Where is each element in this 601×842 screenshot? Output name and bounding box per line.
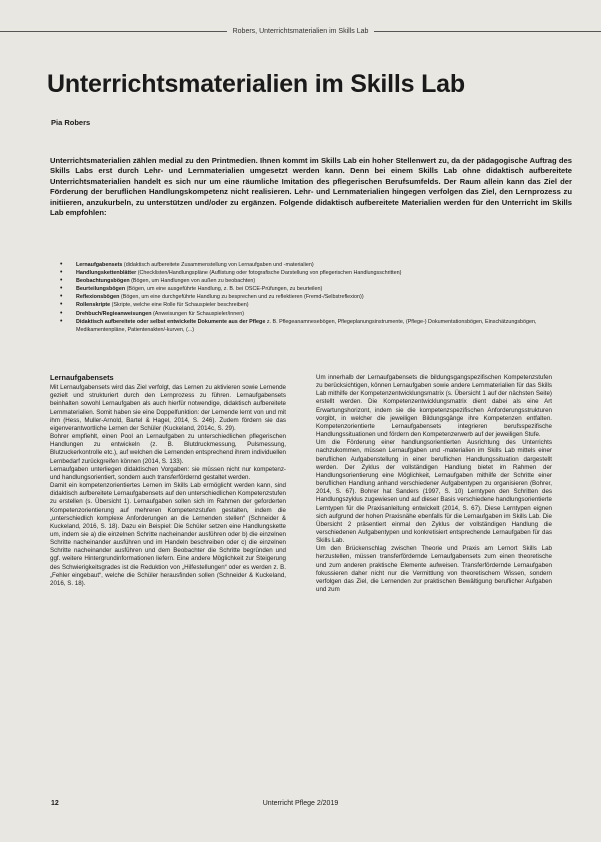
- article-title: Unterrichtsmaterialien im Skills Lab: [47, 70, 465, 98]
- list-item-desc: (didaktisch aufbereitete Zusammenstellung von Lernaufgaben und -materialien): [122, 262, 314, 268]
- materials-list: [60, 261, 572, 334]
- journal-name: Unterricht Pflege 2/2019: [262, 800, 339, 807]
- running-head: [0, 28, 601, 35]
- lead-paragraph: Unterrichtsmaterialien zählen medial zu den Printmedien. Ihnen kommt im Skills Lab ein hoher Stellenwert zu, da der pädagogische Auftrag des Skills Labs erst durch Lehr- und Lernmaterialien umgesetzt werden kann. Denn bei einem Skills Lab ohne didaktisch aufbereitete Unterrichtsmaterialien handelt es sich nur um eine räumliche Imitation des pflegerischen Berufsumfelds. Der Raum allein kann das Ziel der Förderung der beruflichen Handlungskompetenz nicht realisieren. Lehr- und Lernmaterialien hingegen verfolgen das Ziel, den Lernprozess zu initiieren, anzukurbeln, zu unterstützen und/oder zu ergänzen. Folgende didaktisch aufbereitete Materialien werden für den Unterricht im Skills Lab empfohlen:: [50, 156, 572, 218]
- list-item: [60, 301, 572, 309]
- list-item-desc: (Skripte, welche eine Rolle für Schauspieler beschreiben): [110, 302, 249, 309]
- body-paragraph: Mit Lernaufgabensets wird das Ziel verfolgt, das Lernen zu aktivieren sowie Lernende gezielt und strukturiert durch den Lernprozess zu führen. Lernaufgabensets beinhalten sowohl Lernaufgaben als auch hierfür notwendige, didaktisch aufbereitete Lernmaterialien. Somit haben sie eine Doppelfunktion: der Lernende lernt von und mit ihm (Hess, Muller-Arnold, Bartel & Hagel, 2014, S. 246). Zudem fördern sie das eigenverantwortliche Lernen der Schüler (Kuckeland, 2014c, S. 29).: [50, 384, 286, 432]
- author: Pia Robers: [51, 118, 91, 127]
- list-item-desc: (Bögen, um Handlungen von außen zu beobachten): [129, 278, 256, 285]
- running-head-text: Robers, Unterrichtsmaterialien im Skills Lab: [227, 28, 375, 35]
- list-item-term: Reflexionsbögen: [76, 294, 120, 301]
- list-item-desc: (Checklisten/Handlungspläne (Auflistung oder fotografische Darstellung von pflegerischen Handlungsschritten): [136, 270, 402, 277]
- left-column: [50, 374, 286, 588]
- list-item-term: Lernaufgabensets: [76, 262, 123, 268]
- list-item: [60, 285, 572, 293]
- list-item-term: Handlungskettenblätter: [76, 270, 137, 277]
- list-item-term: Didaktisch aufbereitete oder selbst entwickelte Dokumente aus der Pflege: [76, 318, 266, 325]
- list-item-desc: z. B. Pflegeanamnesebögen, Pflegeplanungsinstrumente, (Pflege-) Dokumentationsbögen, Einschätzungsbögen, Medikamentenpläne, Patientenakten/-kurven, (...): [76, 318, 537, 333]
- body-paragraph: Um den Brückenschlag zwischen Theorie und Praxis am Lernort Skills Lab herzustellen, müssen transferfördernde Lernaufgabensets zum einen theoretische und zum anderen praktische Elemente aufweisen. Transferfördernde Lernaufgaben fokussieren daher nicht nur die Vermittlung von theoretischem Wissen, sondern verfolgen das Ziel, die Lernenden zur praktischen Bewältigung beruflicher Aufgaben und zum: [316, 545, 552, 594]
- list-item: [60, 318, 572, 334]
- list-item-term: Drehbuch/Regieanweisungen: [76, 310, 152, 317]
- list-item-term: Rollenskripte: [76, 302, 111, 309]
- body-paragraph: Um die Förderung einer handlungsorientierten Ausrichtung des Unterrichts nachzukommen, müssen Lernaufgaben und -materialien im Skills Lab mittels einer beruflichen Aufgabenstellung in einer beruflichen Handlungssituation dargestellt werden. Der Zyklus der vollständigen Handlung bietet im Rahmen der Handlungsorientierung eine Möglichkeit, Lernaufgaben mithilfe der Schritte einer beruflichen Handlung anhand verschiedener Aufgabentypen zu organisieren (Bohrer, 2014, S. 67). Bohrer hat Sanders (1997, S. 10) Lerntypen den Schritten des Handlungszyklus zugewiesen und auf dieser Basis verschiedene handlungsorientierte Lerntypen für die Praxisanleitung entwickelt (2014, S. 67). Diese Lerntypen eignen sich aufgrund der hohen Praxisnähe ebenfalls für die Lernaufgaben im Skills Lab. Die Übersicht 2 präsentiert einmal den Zyklus der vollständigen Handlung die verschiedenen Aufgabentypen und konkretisiert entsprechende Lernaufgaben für das Skills Lab.: [316, 439, 552, 545]
- list-item: [60, 310, 572, 318]
- right-column: [316, 374, 552, 594]
- list-item-desc: (Bögen, um eine durchgeführte Handlung zu besprechen und zu reflektieren (Fremd-/Selbstreflexion)): [119, 294, 364, 301]
- body-paragraph: Bohrer empfiehlt, einen Pool an Lernaufgaben zu unterschiedlichen pflegerischen Handlungen zu entwickeln (z. B. Blutdruckmessung, Pulsmessung, Blutzuckerkontrolle etc.), auf welchen die Lernenden entsprechend ihrem individuellen Lernbedarf zurückgreifen können (2014, S. 133).: [50, 433, 286, 465]
- list-item-term: Beobachtungsbögen: [76, 278, 130, 285]
- list-item: [60, 261, 572, 269]
- list-item-term: Beurteilungsbögen: [76, 286, 126, 293]
- section-heading: Lernaufgabensets: [50, 373, 114, 382]
- list-item: [60, 269, 572, 277]
- list-item-desc: (Bögen, um eine ausgeführte Handlung, z. B. bei OSCE-Prüfungen, zu beurteilen): [125, 286, 323, 293]
- body-paragraph: Damit ein kompetenzorientiertes Lernen im Skills Lab ermöglicht werden kann, sind didaktisch aufbereitete Lernaufgabensets auf den unterschiedlichen Kompetenzstufen zu erstellen (s. Übersicht 1). Lernaufgaben sollen sich im Rahmen der geforderten Kompetenzorientierung auf mehreren Kompetenzstufen gestalten, indem die „unterschiedlich komplexe Anforderungen an die Lernenden stellen“ (Schneider & Kuckeland, 2016, S. 18). Dazu ein Beispiel: Die Schüler setzen eine Handlungskette um, indem sie a) die einzelnen Schritte nacheinander ausführen oder b) die einzelnen Schritte nacheinander ausführen und im Handeln beschreiben oder c) die einzelnen Schritte nacheinander ausführen und dem Beobachter die Schritte begründen und ggf. weitere Hintergrundinformationen liefern. Eine andere Möglichkeit zur Steigerung des Schwierigkeitsgrades ist die Reduktion von „Hilfestellungen“ oder es werden z. B. „Fehler eingebaut“, welche die Schüler herausfinden sollen (Schneider & Kuckeland, 2016, S. 18).: [50, 482, 286, 587]
- body-paragraph: Um innerhalb der Lernaufgabensets die bildungsgangspezifischen Kompetenzstufen zu berücksichtigen, können Lernaufgaben sowie andere Lernmaterialien für das Skills Lab mithilfe der Kompetenzentwicklungsmatrix (s. Übersicht 1 auf der nächsten Seite) erstellt werden. Die Kompetenzentwicklungsmatrix dient dabei als eine Art Erwartungshorizont, indem sie die kompetenzspezifischen Anforderungsstrukturen vorgibt, in welcher die jeweiligen Bildungsgänge ihre Kompetenzen entfalten. Kompetenzorientierte Lernaufgabensets integrieren berufsspezifische Handlungssituationen und fördern den Kompetenzerwerb auf der jeweiligen Stufe.: [316, 374, 552, 439]
- list-item: [60, 293, 572, 301]
- list-item: [60, 277, 572, 285]
- page-number: 12: [51, 800, 59, 807]
- body-paragraph: Lernaufgaben unterliegen didaktischen Vorgaben: sie müssen nicht nur kompetenz- und handlungsorientiert, sondern auch transferfördernd gestaltet werden.: [50, 465, 286, 481]
- list-item-desc: (Anweisungen für Schauspieler/innen): [151, 310, 245, 317]
